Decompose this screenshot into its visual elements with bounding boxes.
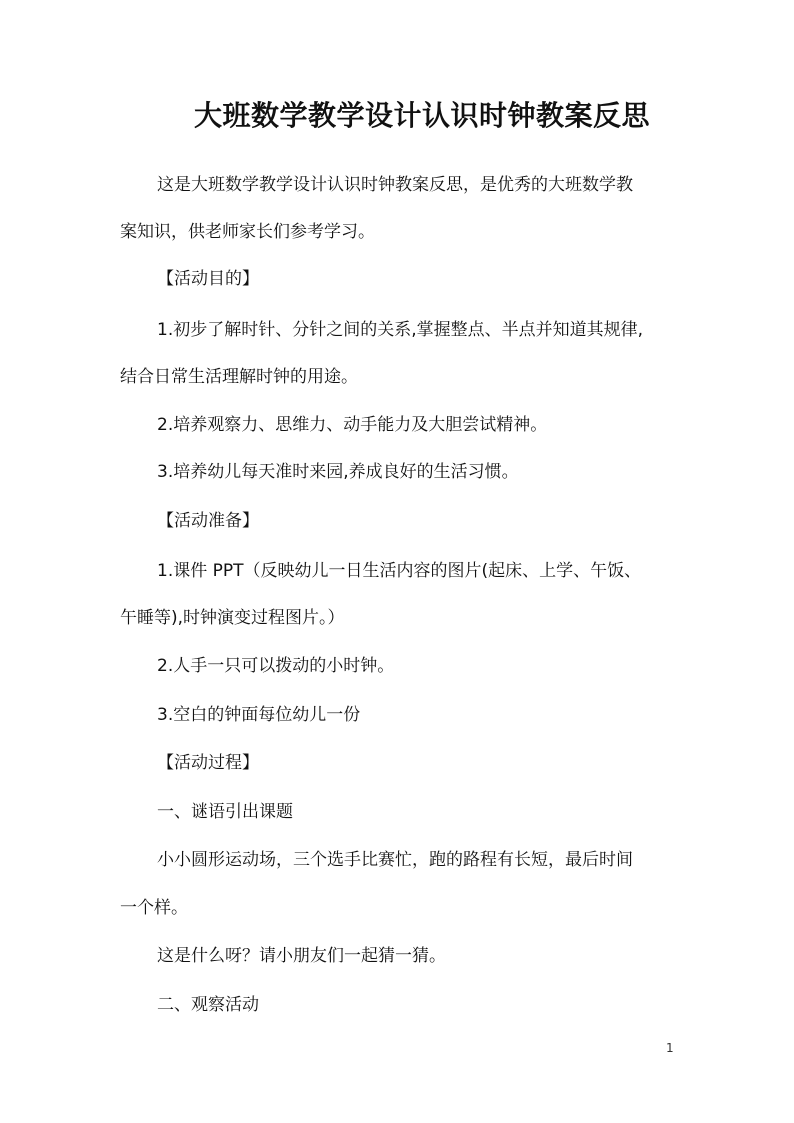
section-goal-heading: 【活动目的】 [157,269,259,289]
section-process-heading: 【活动过程】 [157,753,259,773]
page-title: 大班数学教学设计认识时钟教案反思 [193,99,650,132]
riddle-line-1: 小小圆形运动场，三个选手比赛忙，跑的路程有长短，最后时间 [157,850,633,870]
prep-item-2: 2.人手一只可以拨动的小时钟。 [157,656,395,676]
page-number: 1 [666,1041,674,1055]
goal-item-3: 3.培养幼儿每天准时来园,养成良好的生活习惯。 [157,462,519,482]
intro-line-1: 这是大班数学教学设计认识时钟教案反思，是优秀的大班数学教 [157,175,633,195]
prep-item-3: 3.空白的钟面每位幼儿一份 [157,705,361,725]
riddle-question: 这是什么呀？请小朋友们一起猜一猜。 [157,946,446,966]
riddle-line-2: 一个样。 [120,898,188,918]
prep-item-1-line-2: 午睡等),时钟演变过程图片。） [120,608,345,628]
process-step-1-title: 一、谜语引出课题 [157,802,293,822]
goal-item-1-line-1: 1.初步了解时针、分针之间的关系,掌握整点、半点并知道其规律, [157,320,644,340]
goal-item-2: 2.培养观察力、思维力、动手能力及大胆尝试精神。 [157,415,548,435]
intro-line-2: 案知识，供老师家长们参考学习。 [120,222,375,242]
goal-item-1-line-2: 结合日常生活理解时钟的用途。 [120,367,358,387]
prep-item-1-line-1: 1.课件 PPT（反映幼儿一日生活内容的图片(起床、上学、午饭、 [157,561,642,581]
section-prep-heading: 【活动准备】 [157,511,259,531]
process-step-2-title: 二、观察活动 [157,995,259,1015]
